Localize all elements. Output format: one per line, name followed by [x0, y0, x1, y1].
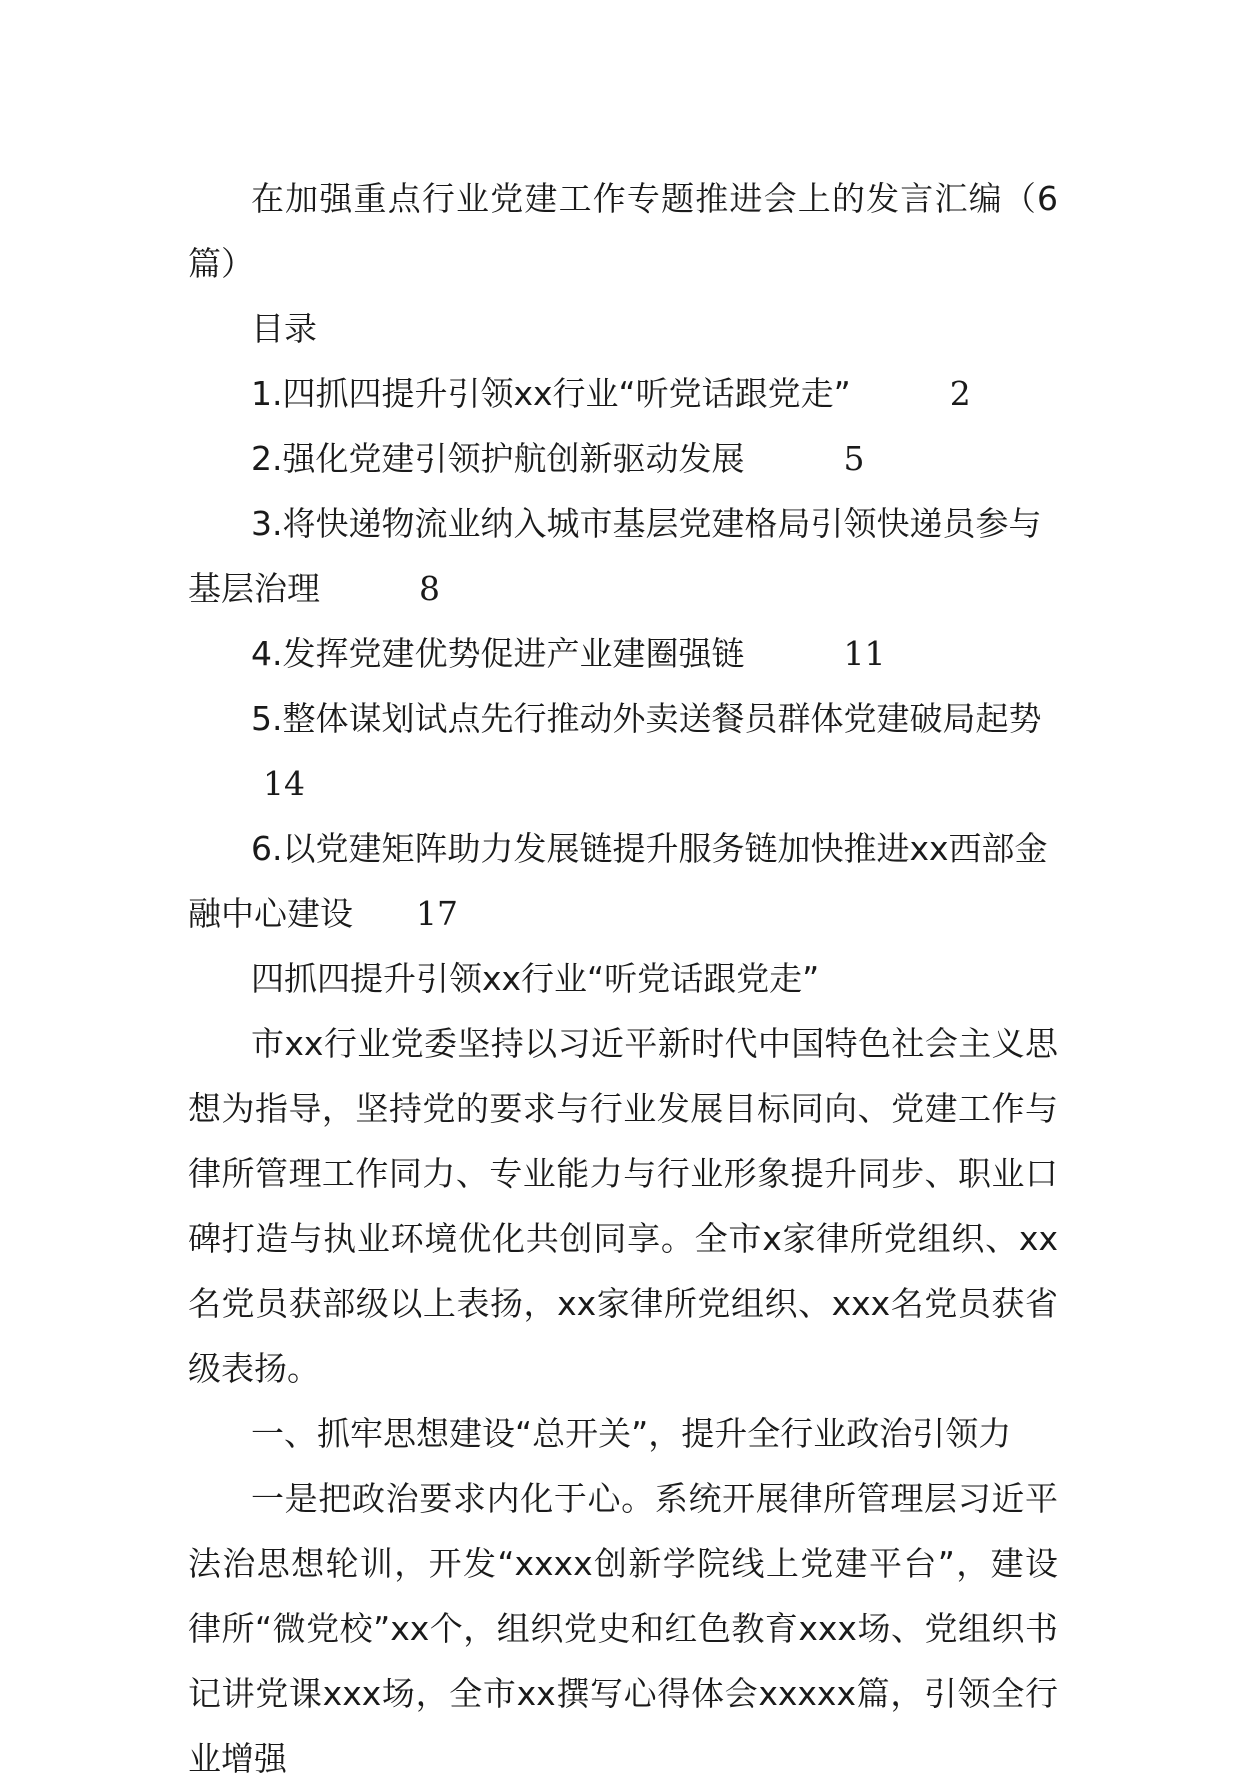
toc-item[interactable]	[188, 491, 1058, 621]
document-body	[188, 166, 1058, 1791]
toc-item-page: 17	[416, 894, 458, 933]
toc-item-page: 14	[263, 764, 305, 803]
table-of-contents	[188, 361, 1058, 946]
toc-item[interactable]	[188, 361, 1058, 426]
toc-heading: 目录	[251, 309, 317, 348]
toc-item-label: 1.四抓四提升引领xx行业“听党话跟党走”	[251, 374, 851, 413]
toc-item-page: 8	[419, 569, 440, 608]
toc-item-label: 4.发挥党建优势促进产业建圈强链	[251, 634, 745, 673]
section-title: 四抓四提升引领xx行业“听党话跟党走”	[251, 959, 820, 998]
document-title: 在加强重点行业党建工作专题推进会上的发言汇编（6篇）	[188, 179, 1058, 283]
toc-item-label: 5.整体谋划试点先行推动外卖送餐员群体党建破局起势	[251, 699, 1042, 738]
toc-item-label: 3.将快递物流业纳入城市基层党建格局引领快递员参与基层治理	[188, 504, 1042, 608]
intro-paragraph: 市xx行业党委坚持以习近平新时代中国特色社会主义思想为指导，坚持党的要求与行业发展目标同向、党建工作与律所管理工作同力、专业能力与行业形象提升同步、职业口碑打造与执业环境优化共创同享。全市x家律所党组织、xx名党员获部级以上表扬，xx家律所党组织、xxx名党员获省级表扬。	[188, 1024, 1058, 1388]
toc-item-label: 6.以党建矩阵助力发展链提升服务链加快推进xx西部金融中心建设	[188, 829, 1048, 933]
toc-item-page: 2	[949, 374, 971, 413]
toc-item-page: 11	[843, 634, 886, 673]
toc-item-page: 5	[843, 439, 865, 478]
toc-item-label: 2.强化党建引领护航创新驱动发展	[251, 439, 745, 478]
body-paragraph: 一是把政治要求内化于心。系统开展律所管理层习近平法治思想轮训，开发“xxxx创新学院线上党建平台”，建设律所“微党校”xx个，组织党史和红色教育xxx场、党组织书记讲党课xxx场，全市xx撰写心得体会xxxxx篇，引领全行业增强	[188, 1479, 1058, 1778]
toc-item[interactable]	[188, 621, 1058, 686]
toc-item[interactable]	[188, 686, 1058, 816]
toc-item[interactable]	[188, 816, 1058, 946]
section-heading: 一、抓牢思想建设“总开关”，提升全行业政治引领力	[251, 1414, 1012, 1453]
toc-item[interactable]	[188, 426, 1058, 491]
